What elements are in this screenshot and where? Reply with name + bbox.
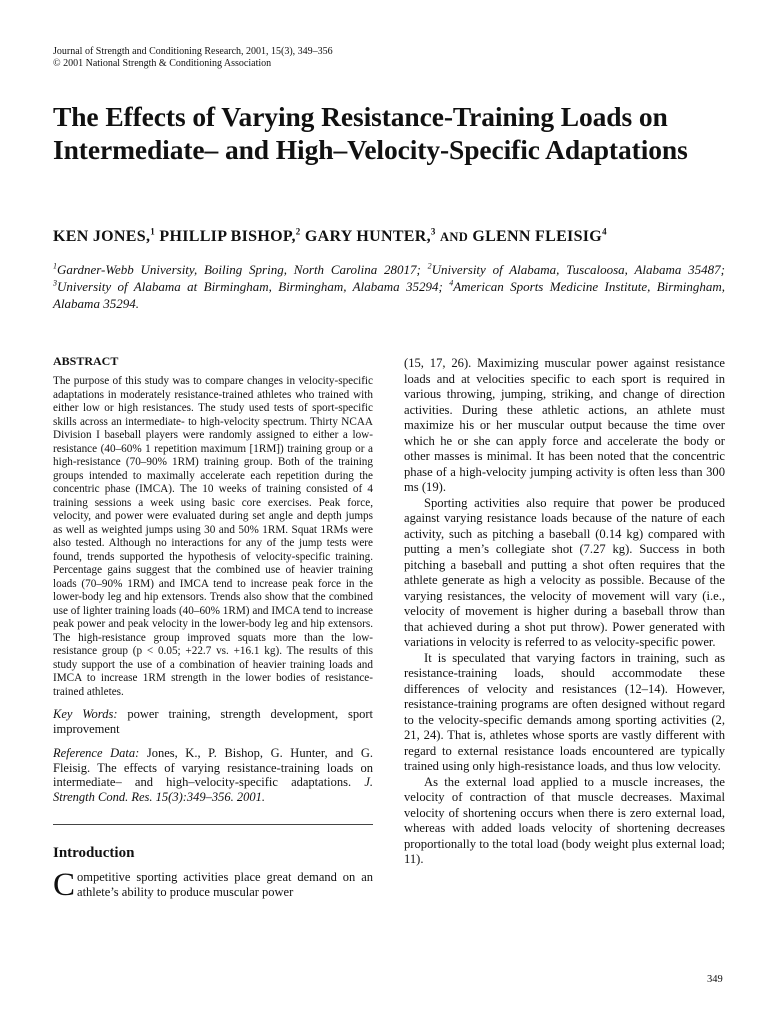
affiliation-marker: 1 bbox=[53, 261, 57, 271]
affiliation-text: University of Alabama at Birmingham, Birmingham, Alabama 35294; bbox=[57, 279, 450, 294]
body-paragraph: Sporting activities also require that power be produced against varying resistance loads because of the nature of each activity, such as pitching a baseball (0.14 kg) compared with putting a men’s collegiate shot (7.27 kg). Success in both pitching a baseball and putting a shot often requires that the athlete generate as high a velocity as possible. Because of the varying resistances, the velocity of movement will vary (i.e., velocity of movement is higher during a baseball throw than that achieved during a shot put throw). Power generated with variations in velocity is referred to as velocity-specific power. bbox=[404, 495, 725, 649]
author-name: KEN JONES, bbox=[53, 228, 151, 245]
article-title: The Effects of Varying Resistance-Training Loads on Intermediate– and High–Velocity-Specific Adaptations bbox=[53, 101, 688, 165]
abstract-heading: ABSTRACT bbox=[53, 354, 119, 368]
journal-citation-line: Journal of Strength and Conditioning Research, 2001, 15(3), 349–356 bbox=[53, 46, 333, 57]
affiliations bbox=[53, 261, 725, 312]
drop-cap: C bbox=[53, 867, 76, 903]
reference-citation: J. Strength Cond. Res. 15(3):349–356. 2001. bbox=[53, 775, 373, 804]
reference-data-label: Reference Data: bbox=[53, 746, 140, 760]
author-name: GLENN FLEISIG bbox=[472, 228, 603, 245]
author-name: GARY HUNTER, bbox=[304, 228, 431, 245]
author-affiliation-marker: 4 bbox=[602, 226, 607, 237]
left-column bbox=[53, 354, 373, 901]
reference-data bbox=[53, 746, 373, 804]
author-affiliation-marker: 1 bbox=[150, 226, 156, 237]
author-name: PHILLIP BISHOP, bbox=[159, 228, 296, 245]
author-affiliation-marker: 3 bbox=[430, 226, 436, 237]
key-words bbox=[53, 707, 373, 736]
author-list bbox=[53, 228, 607, 246]
affiliation-marker: 3 bbox=[53, 278, 57, 288]
key-words-label: Key Words: bbox=[53, 707, 118, 721]
abstract-text: The purpose of this study was to compare changes in velocity-specific adaptations in moderately resistance-trained athletes who trained with either low or high resistances. The study used tests of sport-specific skills across an intermediate- to high-velocity spectrum. Thirty NCAA Division I baseball players were randomly assigned to either a low-resistance (40–60% 1 repetition maximum [1RM]) training group or a high-resistance (70–90% 1RM) training group. Both of the training groups intended to maximally accelerate each repetition during the concentric phase (IMCA). The 10 weeks of training consisted of 4 training sessions a week using basic core exercises. Peak force, velocity, and power were evaluated during set angle and depth jumps as well as weighted jumps using 30 and 50% 1RM. Squat 1RMs were also tested. Although no interactions for any of the jump tests were found, trends supported the hypothesis of velocity-specific training. Percentage gains suggest that the combined use of heavier training loads (70–90% 1RM) and IMCA tend to increase peak force in the lower-body leg and hip extensors. Trends also show that the combined use of lighter training loads (40–60% 1RM) and IMCA tend to increase peak power and peak velocity in the lower-body leg and hip extensors. The high-resistance group improved squats more than the low-resistance group (p < 0.05; +22.7 vs. +16.1 kg). The results of this study support the use of a combination of heavier training loads and IMCA to increase 1RM strength in the lower bodies of resistance-trained athletes. bbox=[53, 375, 373, 698]
affiliation-marker: 2 bbox=[427, 261, 432, 271]
body-paragraph: (15, 17, 26). Maximizing muscular power against resistance loads and at velocities specific to each sport is required in various throwing, jumping, striking, and change of direction activities. During these athletic actions, an athlete must maximize his or her muscular output because the time over which he or she can apply force and accelerate the body or other masses is minimal. It has been noted that the concentric phase of a high-velocity jumping activity is often less than 300 ms (19). bbox=[404, 356, 725, 494]
body-paragraph: As the external load applied to a muscle increases, the velocity of contraction of that muscle decreases. Maximal velocity of shortening occurs when there is zero external load, whereas with added loads velocity of shortening decreases proportionally to the total load (body weight plus external load; 11). bbox=[404, 774, 725, 866]
right-column bbox=[404, 356, 725, 868]
reference-data-text: Jones, K., P. Bishop, G. Hunter, and G. Fleisig. The effects of varying resistance-training loads on intermediate– and high–velocity-specific adaptations. bbox=[53, 746, 373, 789]
author-conjunction: AND bbox=[440, 230, 469, 244]
affiliation-marker: 4 bbox=[449, 278, 454, 288]
key-words-text: power training, strength development, sport improvement bbox=[53, 707, 373, 736]
introduction-text bbox=[53, 867, 373, 903]
page-number: 349 bbox=[707, 974, 723, 985]
copyright-line: © 2001 National Strength & Conditioning Association bbox=[53, 58, 272, 69]
section-divider bbox=[53, 824, 373, 825]
affiliation-text: University of Alabama, Tuscaloosa, Alabama 35487; bbox=[431, 262, 725, 277]
journal-header bbox=[53, 46, 333, 70]
author-affiliation-marker: 2 bbox=[295, 226, 301, 237]
affiliation-text: Gardner-Webb University, Boiling Spring, North Carolina 28017; bbox=[57, 262, 428, 277]
introduction-body: ompetitive sporting activities place great demand on an athlete’s ability to produce muscular power bbox=[77, 870, 373, 900]
affiliation-text: American Sports Medicine Institute, Birmingham, Alabama 35294. bbox=[53, 279, 725, 311]
body-paragraph: It is speculated that varying factors in training, such as resistance-training loads, should accommodate these differences of velocity and resistances (12–14). However, resistance-training programs are often designed without regard to the velocity-specific demands among sporting activities (2, 21, 24). That is, athletes whose sports are vastly different with regard to external resistance loads encountered are typically trained using only high-resistance loads, and thus low velocity. bbox=[404, 650, 725, 773]
introduction-heading: Introduction bbox=[53, 845, 135, 861]
